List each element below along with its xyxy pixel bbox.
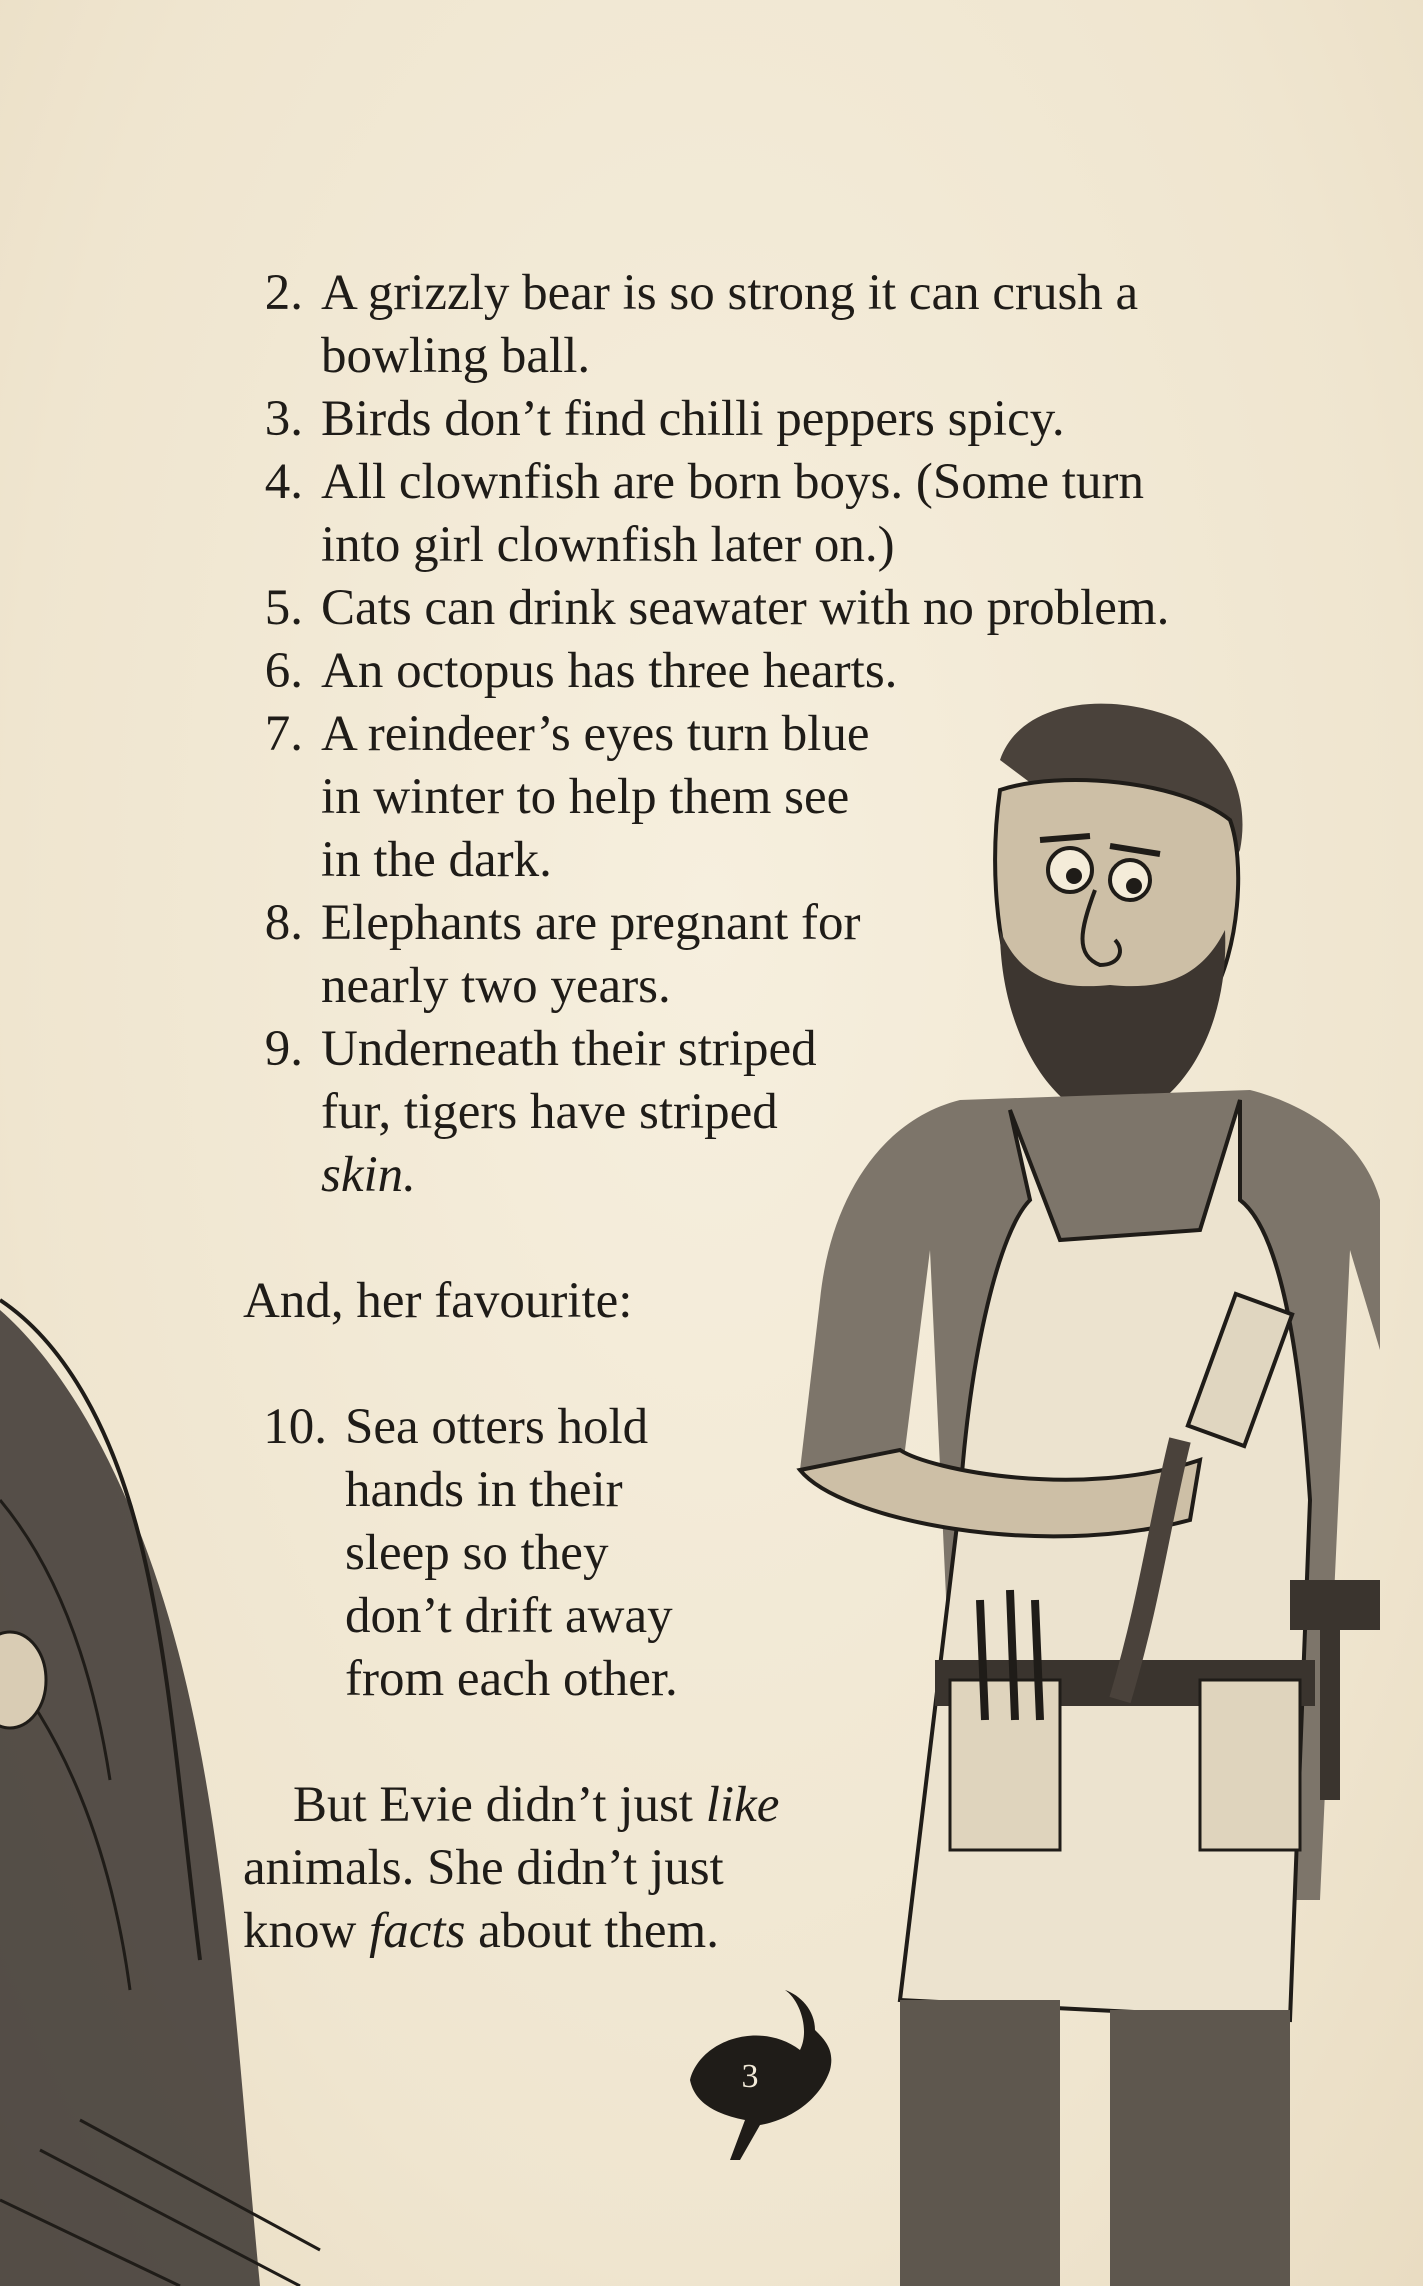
list-item [243,388,1263,451]
list-item [243,892,1263,1018]
list-line: Cats can drink seawater with no problem. [321,580,1170,636]
list-line: Underneath their striped [321,1021,817,1077]
list-line-italic: skin. [321,1147,416,1203]
list-number: 7. [264,706,303,762]
list-item [243,451,1263,577]
list-line: don’t drift away [345,1588,673,1644]
list-number: 2. [264,265,303,321]
list-line: fur, tigers have striped [321,1084,778,1140]
favourite-intro: And, her favourite: [243,1273,633,1329]
page-text [243,262,1263,1963]
list-line: hands in their [345,1462,623,1518]
list-line: in winter to help them see [321,769,850,825]
list-number: 4. [264,454,303,510]
closing-paragraph: But Evie didn’t just like animals. She didn’t just know facts about them. [243,1777,780,1959]
list-line: from each other. [345,1651,678,1707]
list-item [243,703,1263,892]
list-number: 9. [264,1021,303,1077]
list-number: 10. [263,1399,327,1455]
list-line: into girl clownfish later on.) [321,517,895,573]
list-line: A grizzly bear is so strong it can crush a [321,265,1139,321]
list-line: Elephants are pregnant for [321,895,861,951]
page-number: 3 [741,2058,759,2095]
list-line: An octopus has three hearts. [321,643,898,699]
list-line: in the dark. [321,832,552,888]
list-line: All clownfish are born boys. (Some turn [321,454,1144,510]
list-item [243,262,1263,388]
list-number: 6. [264,643,303,699]
list-number: 8. [264,895,303,951]
list-item [243,1018,1263,1207]
list-item [243,640,1263,703]
list-line: Birds don’t find chilli peppers spicy. [321,391,1065,447]
list-line: sleep so they [345,1525,609,1581]
list-number: 5. [264,580,303,636]
list-line: bowling ball. [321,328,591,384]
list-line: Sea otters hold [345,1399,649,1455]
list-line: nearly two years. [321,958,671,1014]
list-line: A reindeer’s eyes turn blue [321,706,870,762]
list-item [243,577,1263,640]
list-number: 3. [264,391,303,447]
favourite-item [243,1396,1263,1711]
